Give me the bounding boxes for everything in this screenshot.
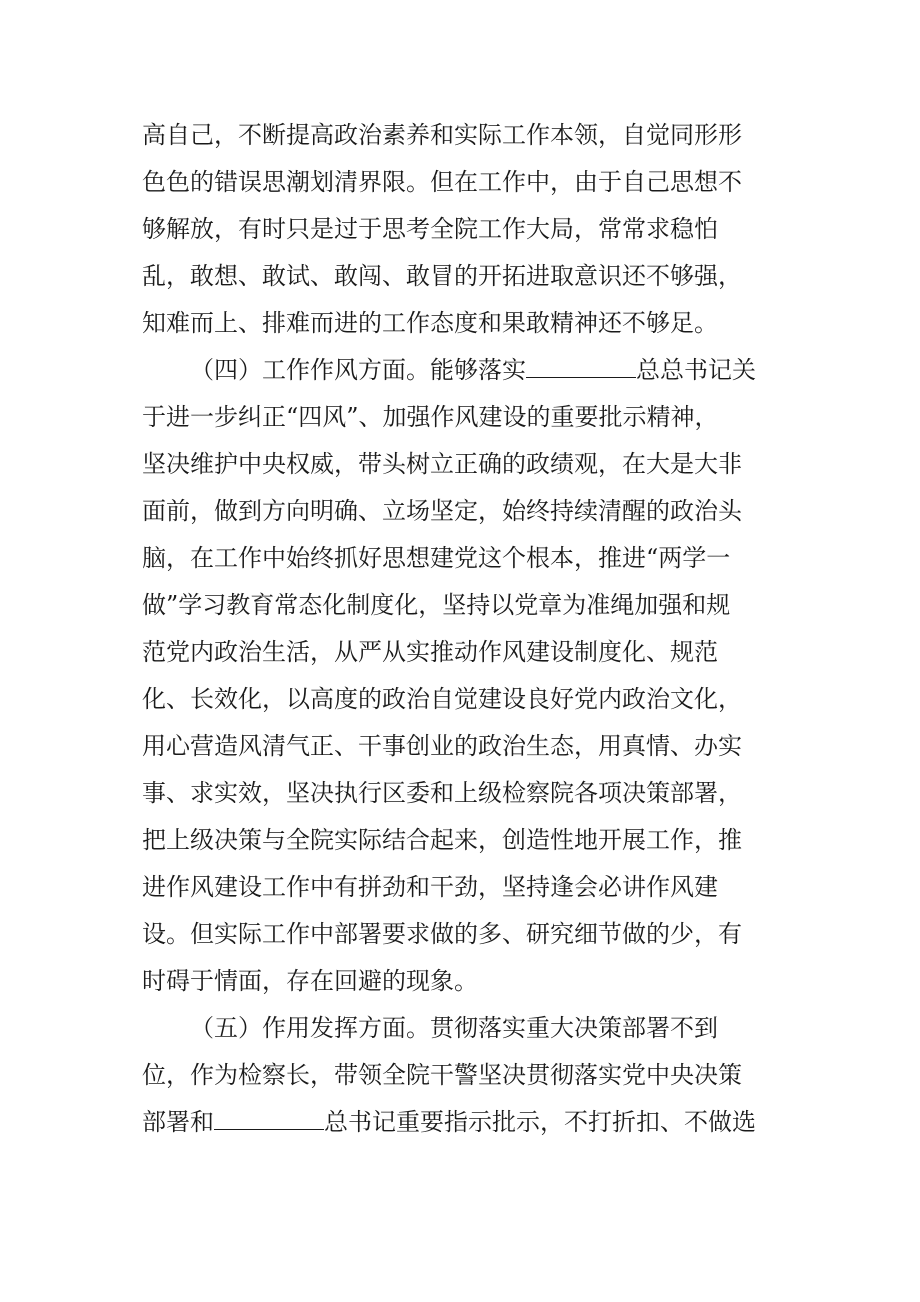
text-line: 设。但实际工作中部署要求做的多、研究细节做的少，有 [142, 920, 742, 948]
text-line: 时碍于情面，存在回避的现象。 [142, 967, 478, 995]
text-line: 用心营造风清气正、干事创业的政治生态，用真情、办实 [142, 732, 742, 760]
text-segment: 总总书记关 [636, 356, 756, 384]
text-line: 事、求实效，坚决执行区委和上级检察院各项决策部署， [142, 779, 742, 807]
fill-in-blank [214, 1107, 324, 1130]
text-line: 位，作为检察长，带领全院干警坚决贯彻落实党中央决策 [142, 1061, 742, 1089]
text-segment: 总书记重要指示批示，不打折扣、不做选 [324, 1108, 756, 1136]
text-segment: 部署和 [142, 1108, 214, 1136]
text-line: 够解放，有时只是过于思考全院工作大局，常常求稳怕 [142, 215, 718, 243]
text-line: 面前，做到方向明确、立场坚定，始终持续清醒的政治头 [142, 497, 742, 525]
text-line-with-blank [190, 355, 830, 385]
text-line: 乱，敢想、敢试、敢闯、敢冒的开拓进取意识还不够强， [142, 262, 742, 290]
text-line: 化、长效化，以高度的政治自觉建设良好党内政治文化， [142, 685, 742, 713]
text-line: 于进一步纠正“四风”、加强作风建设的重要批示精神， [142, 403, 719, 431]
text-line: 范党内政治生活，从严从实推动作风建设制度化、规范 [142, 638, 718, 666]
text-segment: （四）工作作风方面。能够落实 [190, 356, 526, 384]
text-line: 做”学习教育常态化制度化，坚持以党章为准绳加强和规 [142, 591, 731, 619]
text-line: 进作风建设工作中有拼劲和干劲，坚持逢会必讲作风建 [142, 873, 718, 901]
text-line: 把上级决策与全院实际结合起来，创造性地开展工作，推 [142, 826, 742, 854]
text-line: 色色的错误思潮划清界限。但在工作中，由于自己思想不 [142, 168, 742, 196]
text-line: 坚决维护中央权威，带头树立正确的政绩观，在大是大非 [142, 450, 742, 478]
fill-in-blank [526, 355, 636, 378]
text-line-with-blank [142, 1107, 782, 1137]
text-line: 脑，在工作中始终抓好思想建党这个根本，推进“两学一 [142, 544, 731, 572]
text-line: （五）作用发挥方面。贯彻落实重大决策部署不到 [190, 1014, 718, 1042]
text-line: 高自己，不断提高政治素养和实际工作本领，自觉同形形 [142, 121, 742, 149]
text-line: 知难而上、排难而进的工作态度和果敢精神还不够足。 [142, 309, 718, 337]
